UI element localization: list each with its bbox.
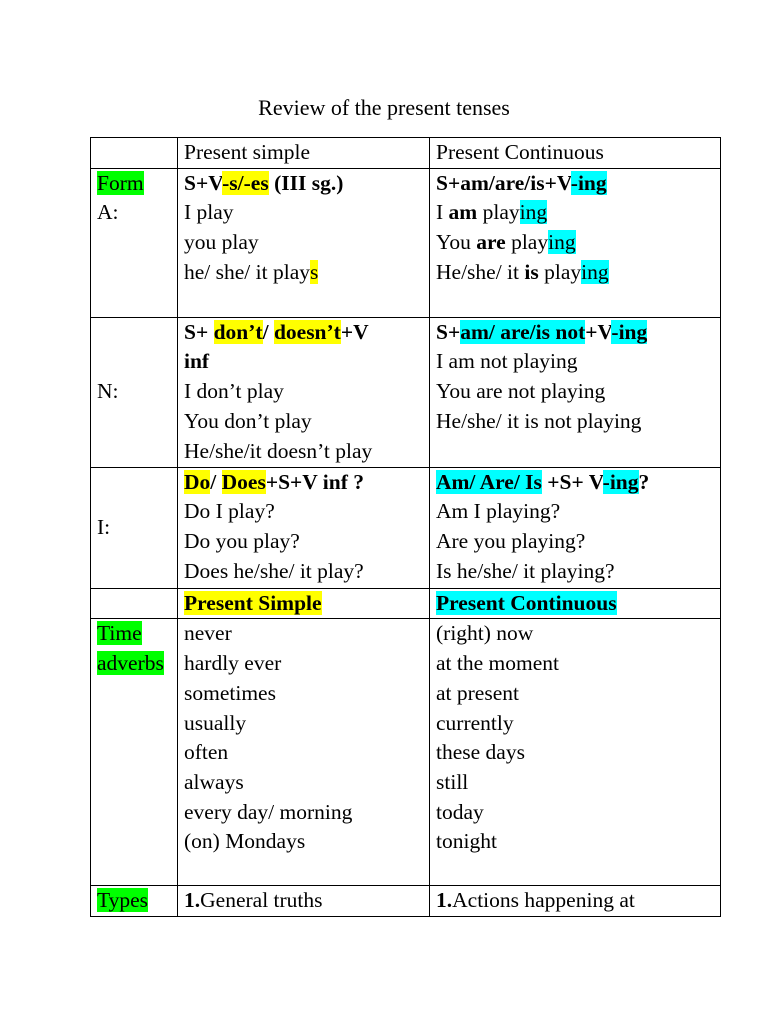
simple-affirmative-formula: S+V-s/-es (III sg.) — [184, 170, 344, 195]
negative-label-cell — [91, 317, 178, 467]
types-label-cell — [91, 886, 178, 917]
continuous-affirmative-example: I am playing — [436, 200, 548, 225]
continuous-types-cell — [430, 886, 721, 917]
continuous-interrogative-formula: Am/ Are/ Is +S+ V-ing? — [436, 469, 650, 494]
continuous-affirmative-formula: S+am/are/is+V-ing — [436, 170, 607, 195]
list-item: every day/ morning — [184, 799, 353, 824]
list-item: tonight — [436, 829, 497, 854]
usage-header-empty-cell — [91, 588, 178, 619]
list-item: often — [184, 740, 229, 765]
simple-affirmative-cell — [178, 168, 430, 317]
types-label: Types — [97, 888, 149, 913]
form-affirmative-row — [91, 168, 721, 317]
simple-interrogative-example: Do I play? — [184, 499, 275, 524]
page-title: Review of the present tenses — [258, 95, 510, 120]
usage-header-simple: Present Simple — [178, 588, 430, 619]
simple-types-cell — [178, 886, 430, 917]
continuous-affirmative-example: He/she/ it is playing — [436, 259, 609, 284]
table-header-row — [91, 138, 721, 169]
interrogative-label: I: — [97, 514, 111, 539]
continuous-affirmative-example: You are playing — [436, 230, 576, 255]
simple-interrogative-cell — [178, 467, 430, 588]
simple-negative-example: You don’t play — [184, 408, 312, 433]
continuous-type-item: 1.Actions happening at — [436, 888, 635, 913]
simple-type-item: 1.General truths — [184, 888, 323, 913]
form-label-cell — [91, 168, 178, 317]
simple-negative-example: He/she/it doesn’t play — [184, 438, 373, 463]
affirmative-label: A: — [97, 200, 119, 225]
list-item: always — [184, 769, 244, 794]
continuous-negative-example: You are not playing — [436, 379, 606, 404]
continuous-interrogative-example: Is he/she/ it playing? — [436, 558, 615, 583]
negative-label: N: — [97, 379, 119, 404]
continuous-negative-example: He/she/ it is not playing — [436, 408, 642, 433]
simple-negative-example: I don’t play — [184, 379, 284, 404]
list-item: never — [184, 621, 232, 646]
usage-header-row — [91, 588, 721, 619]
header-present-simple: Present simple — [178, 138, 430, 169]
header-present-continuous: Present Continuous — [430, 138, 721, 169]
list-item: these days — [436, 740, 525, 765]
list-item: sometimes — [184, 680, 276, 705]
simple-negative-formula: S+ don’t/ doesn’t+V — [184, 319, 369, 344]
simple-affirmative-example: I play — [184, 200, 234, 225]
interrogative-label-cell — [91, 467, 178, 588]
simple-interrogative-formula: Do/ Does+S+V inf ? — [184, 469, 365, 494]
list-item: (right) now — [436, 621, 534, 646]
continuous-negative-cell — [430, 317, 721, 467]
form-label: Form — [97, 170, 144, 195]
time-adverbs-label-cell — [91, 619, 178, 886]
list-item: currently — [436, 710, 514, 735]
continuous-negative-formula: S+am/ are/is not+V-ing — [436, 319, 648, 344]
simple-affirmative-example: he/ she/ it plays — [184, 259, 319, 284]
simple-interrogative-example: Do you play? — [184, 529, 300, 554]
list-item: (on) Mondays — [184, 829, 306, 854]
continuous-negative-example: I am not playing — [436, 349, 578, 374]
usage-header-continuous: Present Continuous — [430, 588, 721, 619]
list-item: today — [436, 799, 484, 824]
header-empty-cell — [91, 138, 178, 169]
continuous-interrogative-example: Am I playing? — [436, 499, 561, 524]
time-adverbs-row — [91, 619, 721, 886]
negative-row — [91, 317, 721, 467]
list-item: usually — [184, 710, 247, 735]
list-item: at present — [436, 680, 519, 705]
continuous-affirmative-cell — [430, 168, 721, 317]
simple-interrogative-example: Does he/she/ it play? — [184, 558, 364, 583]
adverbs-label: adverbs — [97, 651, 164, 676]
types-row — [91, 886, 721, 917]
simple-adverbs-cell — [178, 619, 430, 886]
simple-negative-formula-cont: inf — [184, 349, 210, 374]
continuous-interrogative-cell — [430, 467, 721, 588]
tenses-table — [90, 137, 721, 917]
continuous-adverbs-cell — [430, 619, 721, 886]
interrogative-row — [91, 467, 721, 588]
simple-negative-cell — [178, 317, 430, 467]
time-label: Time — [97, 621, 142, 646]
list-item: still — [436, 769, 469, 794]
simple-affirmative-example: you play — [184, 230, 259, 255]
continuous-interrogative-example: Are you playing? — [436, 529, 586, 554]
list-item: hardly ever — [184, 651, 282, 676]
list-item: at the moment — [436, 651, 559, 676]
